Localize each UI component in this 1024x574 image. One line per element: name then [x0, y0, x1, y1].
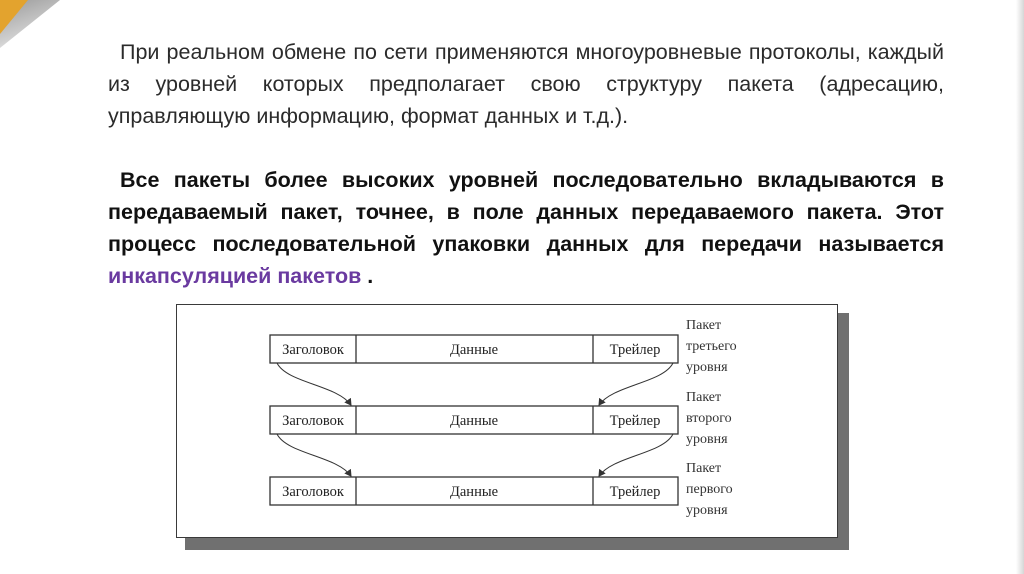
data-field: Данные	[449, 413, 499, 429]
packet-label-line2: третьего	[686, 339, 737, 354]
packet-label-line3: уровня	[686, 360, 728, 375]
packet-label-line3: уровня	[686, 503, 728, 518]
encapsulation-figure	[176, 304, 838, 538]
packet-row-level-1	[270, 461, 733, 518]
trailer-field: Трейлер	[609, 484, 661, 500]
packet-label-line2: второго	[686, 411, 732, 426]
data-field: Данные	[449, 342, 499, 358]
arrow-to-data-right	[599, 434, 673, 476]
trailer-field: Трейлер	[609, 342, 661, 358]
paragraph-encapsulation-tail: .	[361, 264, 374, 288]
data-field: Данные	[449, 484, 499, 500]
packet-label-line1: Пакет	[686, 461, 722, 476]
header-field: Заголовок	[282, 413, 344, 429]
term-encapsulation: инкапсуляцией пакетов	[108, 264, 362, 288]
paragraph-multilevel-protocols: При реальном обмене по сети применяются многоуровневые протоколы, каждый из уровней которых предполагает свою структуру пакета (адресацию, управляющую информацию, формат данных и т.д.).	[108, 40, 944, 128]
header-field: Заголовок	[282, 484, 344, 500]
paragraph-encapsulation-lead: Все пакеты более высоких уровней последовательно вкладываются в передаваемый пакет, точнее, в поле данных передаваемого пакета. Этот процесс последовательной упаковки данных для передачи называется	[108, 168, 944, 256]
header-field: Заголовок	[282, 342, 344, 358]
arrow-to-data-right	[599, 363, 673, 405]
packet-label-line1: Пакет	[686, 318, 722, 333]
packet-row-level-2	[270, 390, 732, 447]
paragraph-encapsulation	[108, 164, 944, 292]
arrow-to-data-left	[277, 363, 351, 405]
packet-label-line3: уровня	[686, 432, 728, 447]
packet-label-line1: Пакет	[686, 390, 722, 405]
packet-row-level-3	[270, 318, 737, 375]
right-edge-shadow	[1016, 0, 1024, 574]
packet-label-line2: первого	[686, 482, 733, 497]
trailer-field: Трейлер	[609, 413, 661, 429]
encapsulation-diagram	[177, 305, 839, 539]
arrow-to-data-left	[277, 434, 351, 476]
